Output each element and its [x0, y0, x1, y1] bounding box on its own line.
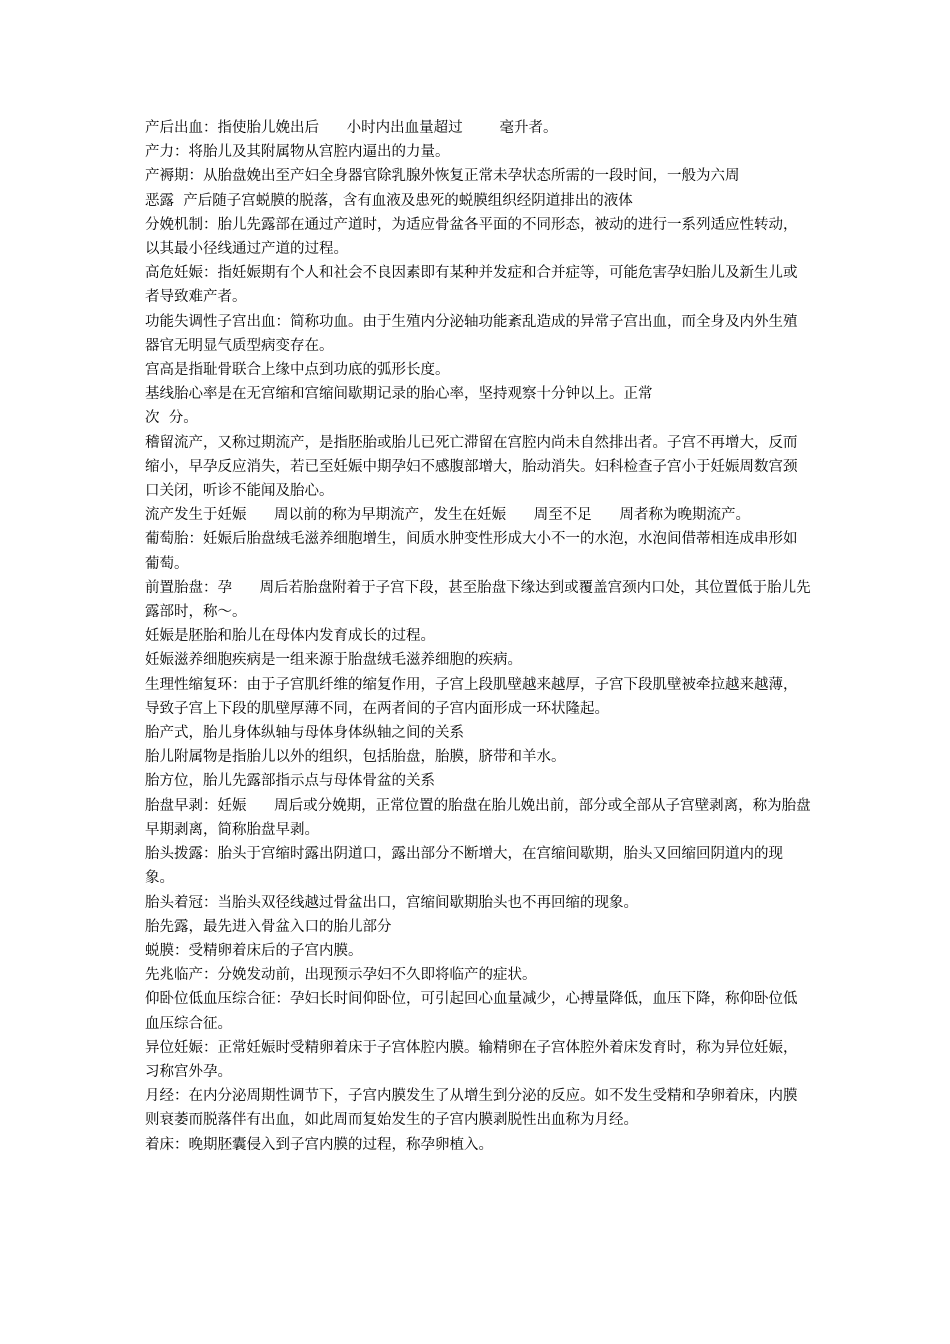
paragraph: 胎盘早剥：妊娠 周后或分娩期，正常位置的胎盘在胎儿娩出前，部分或全部从子宫壁剥离，称为胎盘早期剥离，简称胎盘早剥。: [145, 797, 811, 838]
paragraph: 产后出血：指使胎儿娩出后 小时内出血量超过 毫升者。: [145, 120, 558, 136]
paragraph: 胎方位，胎儿先露部指示点与母体骨盆的关系: [145, 773, 435, 790]
paragraph: 胎先露，最先进入骨盆入口的胎儿部分: [145, 918, 392, 935]
paragraph: 妊娠滋养细胞疾病是一组来源于胎盘绒毛滋养细胞的疾病。: [145, 652, 522, 669]
paragraph: 仰卧位低血压综合征：孕妇长时间仰卧位，可引起回心血量减少，心搏量降低，血压下降，称仰卧位低血压综合征。: [145, 991, 798, 1032]
paragraph: 宫高是指耻骨联合上缘中点到功底的弧形长度。: [145, 362, 450, 379]
paragraph: 生理性缩复环：由于子宫肌纤维的缩复作用，子宫上段肌壁越来越厚，子宫下段肌壁被牵拉越来越薄，导致子宫上下段的肌壁厚薄不同，在两者间的子宫内面形成一环状隆起。: [145, 676, 798, 717]
paragraph: 妊娠是胚胎和胎儿在母体内发育成长的过程。: [145, 628, 435, 645]
paragraph: 恶露 产后随子宫蜕膜的脱落，含有血液及患死的蜕膜组织经阴道排出的液体: [145, 192, 633, 209]
paragraph: 基线胎心率是在无宫缩和宫缩间歇期记录的胎心率，坚持观察十分钟以上。正常 次 分。: [145, 386, 653, 427]
paragraph: 着床：晚期胚囊侵入到子宫内膜的过程，称孕卵植入。: [145, 1136, 493, 1153]
paragraph: 胎头拨露：胎头于宫缩时露出阴道口，露出部分不断增大，在宫缩间歇期，胎头又回缩回阴道内的现象。: [145, 846, 783, 887]
paragraph: 胎儿附属物是指胎儿以外的组织，包括胎盘，胎膜，脐带和羊水。: [145, 749, 566, 766]
document-page: [145, 116, 811, 1157]
paragraph: 先兆临产：分娩发动前，出现预示孕妇不久即将临产的症状。: [145, 967, 537, 984]
paragraph: 葡萄胎：妊娠后胎盘绒毛滋养细胞增生，间质水肿变性形成大小不一的水泡，水泡间借蒂相连成串形如葡萄。: [145, 531, 798, 572]
paragraph: 胎产式，胎儿身体纵轴与母体身体纵轴之间的关系: [145, 725, 464, 742]
paragraph: 蜕膜：受精卵着床后的子宫内膜。: [145, 942, 363, 959]
paragraph: 月经：在内分泌周期性调节下，子宫内膜发生了从增生到分泌的反应。如不发生受精和孕卵着床，内膜则衰萎而脱落伴有出血，如此周而复始发生的子宫内膜剥脱性出血称为月经。: [145, 1088, 798, 1129]
paragraph: 分娩机制：胎儿先露部在通过产道时，为适应骨盆各平面的不同形态，被动的进行一系列适应性转动，以其最小径线通过产道的过程。: [145, 216, 798, 258]
paragraph: 产力：将胎儿及其附属物从宫腔内逼出的力量。: [145, 144, 450, 161]
paragraph: 产褥期：从胎盘娩出至产妇全身器官除乳腺外恢复正常未孕状态所需的一段时间，一般为六周: [145, 168, 740, 185]
paragraph: 流产发生于妊娠 周以前的称为早期流产，发生在妊娠 周至不足 周者称为晚期流产。: [145, 507, 750, 524]
paragraph: 异位妊娠：正常妊娠时受精卵着床于子宫体腔内膜。输精卵在子宫体腔外着床发育时，称为异位妊娠，习称宫外孕。: [145, 1039, 798, 1080]
paragraph: 稽留流产，又称过期流产，是指胚胎或胎儿已死亡滞留在宫腔内尚未自然排出者。子宫不再增大，反而缩小，早孕反应消失，若已至妊娠中期孕妇不感腹部增大，胎动消失。妇科检查子宫小于妊娠周数宫颈口关闭，听诊不能闻及胎心。: [145, 434, 798, 500]
paragraph: 功能失调性子宫出血：简称功血。由于生殖内分泌轴功能紊乱造成的异常子宫出血，而全身及内外生殖器官无明显气质型病变存在。: [145, 313, 798, 354]
paragraph: 高危妊娠：指妊娠期有个人和社会不良因素即有某种并发症和合并症等，可能危害孕妇胎儿及新生儿或者导致难产者。: [145, 265, 798, 306]
paragraph: 胎头着冠：当胎头双径线越过骨盆出口，宫缩间歇期胎头也不再回缩的现象。: [145, 894, 638, 911]
paragraph: 前置胎盘：孕 周后若胎盘附着于子宫下段，甚至胎盘下缘达到或覆盖宫颈内口处，其位置低于胎儿先露部时，称～。: [145, 579, 811, 621]
